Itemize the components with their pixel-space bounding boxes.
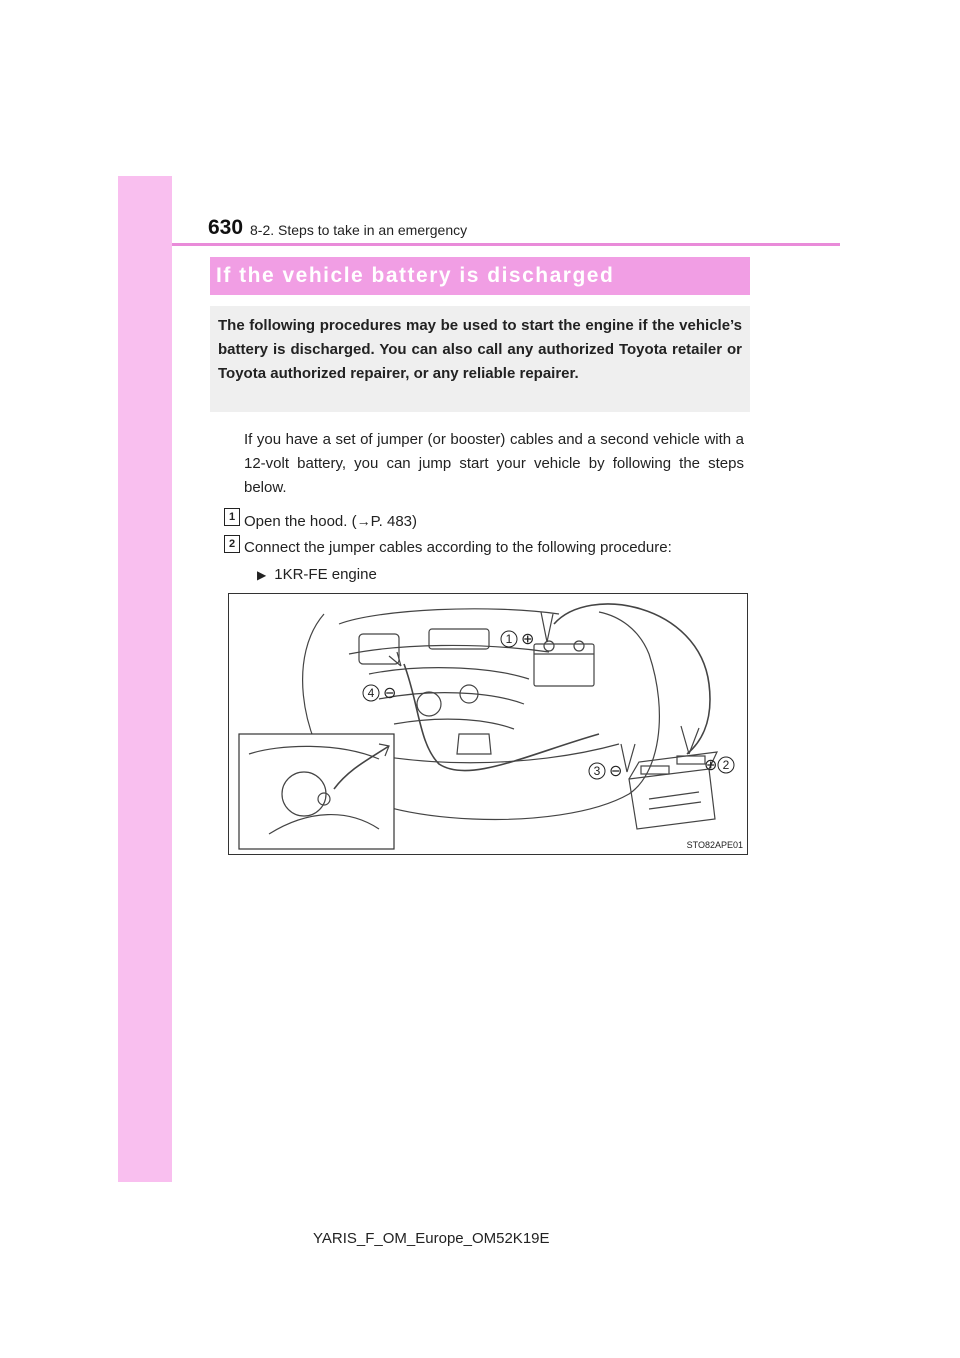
jump-start-illustration xyxy=(228,593,748,855)
intro-box xyxy=(210,306,750,412)
step-1-text: Open the hood. ( xyxy=(244,513,357,530)
intro-text: The following procedures may be used to start the engine if the vehicle’s battery is discharged. You can also call any authorized Toyota retailer or Toyota authorized repairer, or any reliable repairer. xyxy=(218,317,742,382)
triangle-right-icon: ▶ xyxy=(257,568,267,582)
arrow-right-icon: → xyxy=(356,513,371,529)
bullet-item xyxy=(257,566,377,583)
callout-2-number: 2 xyxy=(722,758,730,772)
callout-3-sign: ⊖ xyxy=(609,763,623,780)
bullet-text: 1KR-FE engine xyxy=(274,566,377,583)
step-text-2: Connect the jumper cables according to the following procedure: xyxy=(244,539,672,556)
page-title: If the vehicle battery is discharged xyxy=(216,264,615,287)
step-text-1 xyxy=(244,512,417,531)
callout-1-number: 1 xyxy=(505,632,513,646)
side-tab-band xyxy=(118,176,172,1182)
callout-4-number: 4 xyxy=(367,686,375,700)
callout-3-number: 3 xyxy=(593,764,601,778)
step-1-reference[interactable]: P. 483) xyxy=(370,513,418,530)
engine-bay-drawing xyxy=(229,594,748,855)
section-title: 8-2. Steps to take in an emergency xyxy=(250,222,468,238)
page-title-bar xyxy=(210,257,750,295)
document-id: YARIS_F_OM_Europe_OM52K19E xyxy=(313,1230,550,1247)
callout-2-sign: ⊕ xyxy=(704,757,718,774)
header-rule xyxy=(172,243,840,246)
callout-4-sign: ⊖ xyxy=(383,685,397,702)
callout-1-sign: ⊕ xyxy=(521,631,535,648)
body-text: If you have a set of jumper (or booster) cables and a second vehicle with a 12-volt battery, you can jump start your vehicle by following the steps below. xyxy=(244,431,744,496)
page-number: 630 xyxy=(208,216,244,239)
step-number-2: 2 xyxy=(224,535,240,553)
step-number-1: 1 xyxy=(224,508,240,526)
figure-code: STO82APE01 xyxy=(686,840,743,850)
